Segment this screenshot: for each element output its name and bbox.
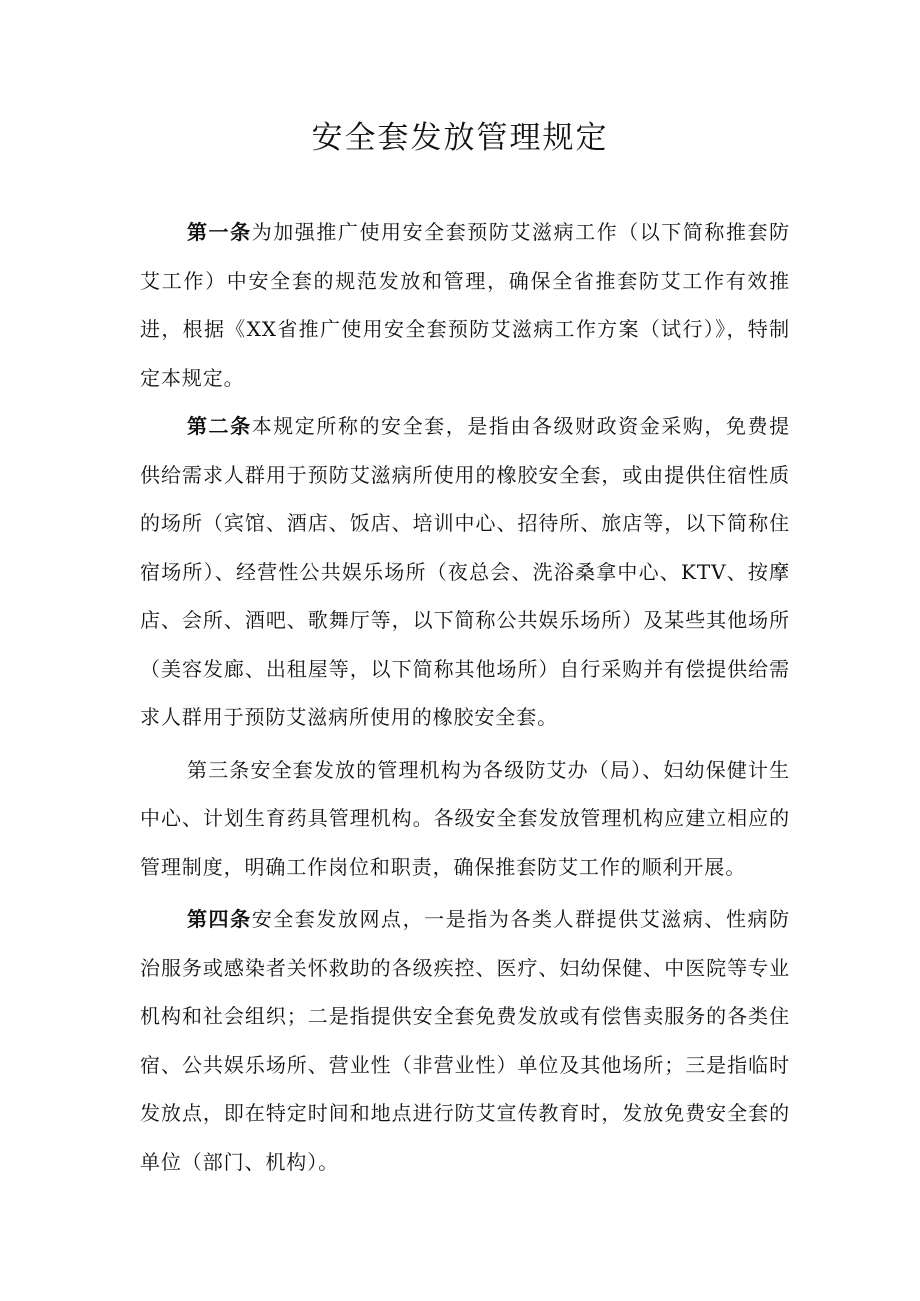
article-2: [140, 402, 790, 742]
article-4-text: 安全套发放网点，一是指为各类人群提供艾滋病、性病防治服务或感染者关怀救助的各级疾控、医疗、妇幼保健、中医院等专业机构和社会组织；二是指提供安全套免费发放或有偿售卖服务的各类住宿、公共娱乐场所、营业性（非营业性）单位及其他场所；三是指临时发放点，即在特定时间和地点进行防艾宣传教育时，发放免费安全套的单位（部门、机构）。: [140, 907, 791, 1174]
article-1-text: 为加强推广使用安全套预防艾滋病工作（以下简称推套防艾工作）中安全套的规范发放和管理，确保全省推套防艾工作有效推进，根据《XX省推广使用安全套预防艾滋病工作方案（试行）》，特制定本规定。: [140, 220, 791, 390]
article-4-heading: 第四条: [187, 907, 252, 931]
document-title: 安全套发放管理规定: [311, 120, 609, 156]
article-4: [140, 895, 790, 1186]
document-body: [140, 208, 790, 1190]
article-2-heading: 第二条: [187, 414, 252, 438]
article-2-text: 本规定所称的安全套，是指由各级财政资金采购，免费提供给需求人群用于预防艾滋病所使用的橡胶安全套，或由提供住宿性质的场所（宾馆、酒店、饭店、培训中心、招待所、旅店等，以下简称住宿场所）、经营性公共娱乐场所（夜总会、洗浴桑拿中心、KTV、按摩店、会所、酒吧、歌舞厅等，以下简称公共娱乐场所）及某些其他场所（美容发廊、出租屋等，以下简称其他场所）自行采购并有偿提供给需求人群用于预防艾滋病所使用的橡胶安全套。: [140, 414, 791, 729]
article-3-text: 安全套发放的管理机构为各级防艾办（局）、妇幼保健计生中心、计划生育药具管理机构。各级安全套发放管理机构应建立相应的管理制度，明确工作岗位和职责，确保推套防艾工作的顺利开展。: [140, 757, 791, 879]
article-3: [140, 746, 790, 892]
article-1: [140, 208, 790, 402]
article-3-heading: 第三条: [187, 757, 251, 782]
article-1-heading: 第一条: [187, 220, 252, 244]
